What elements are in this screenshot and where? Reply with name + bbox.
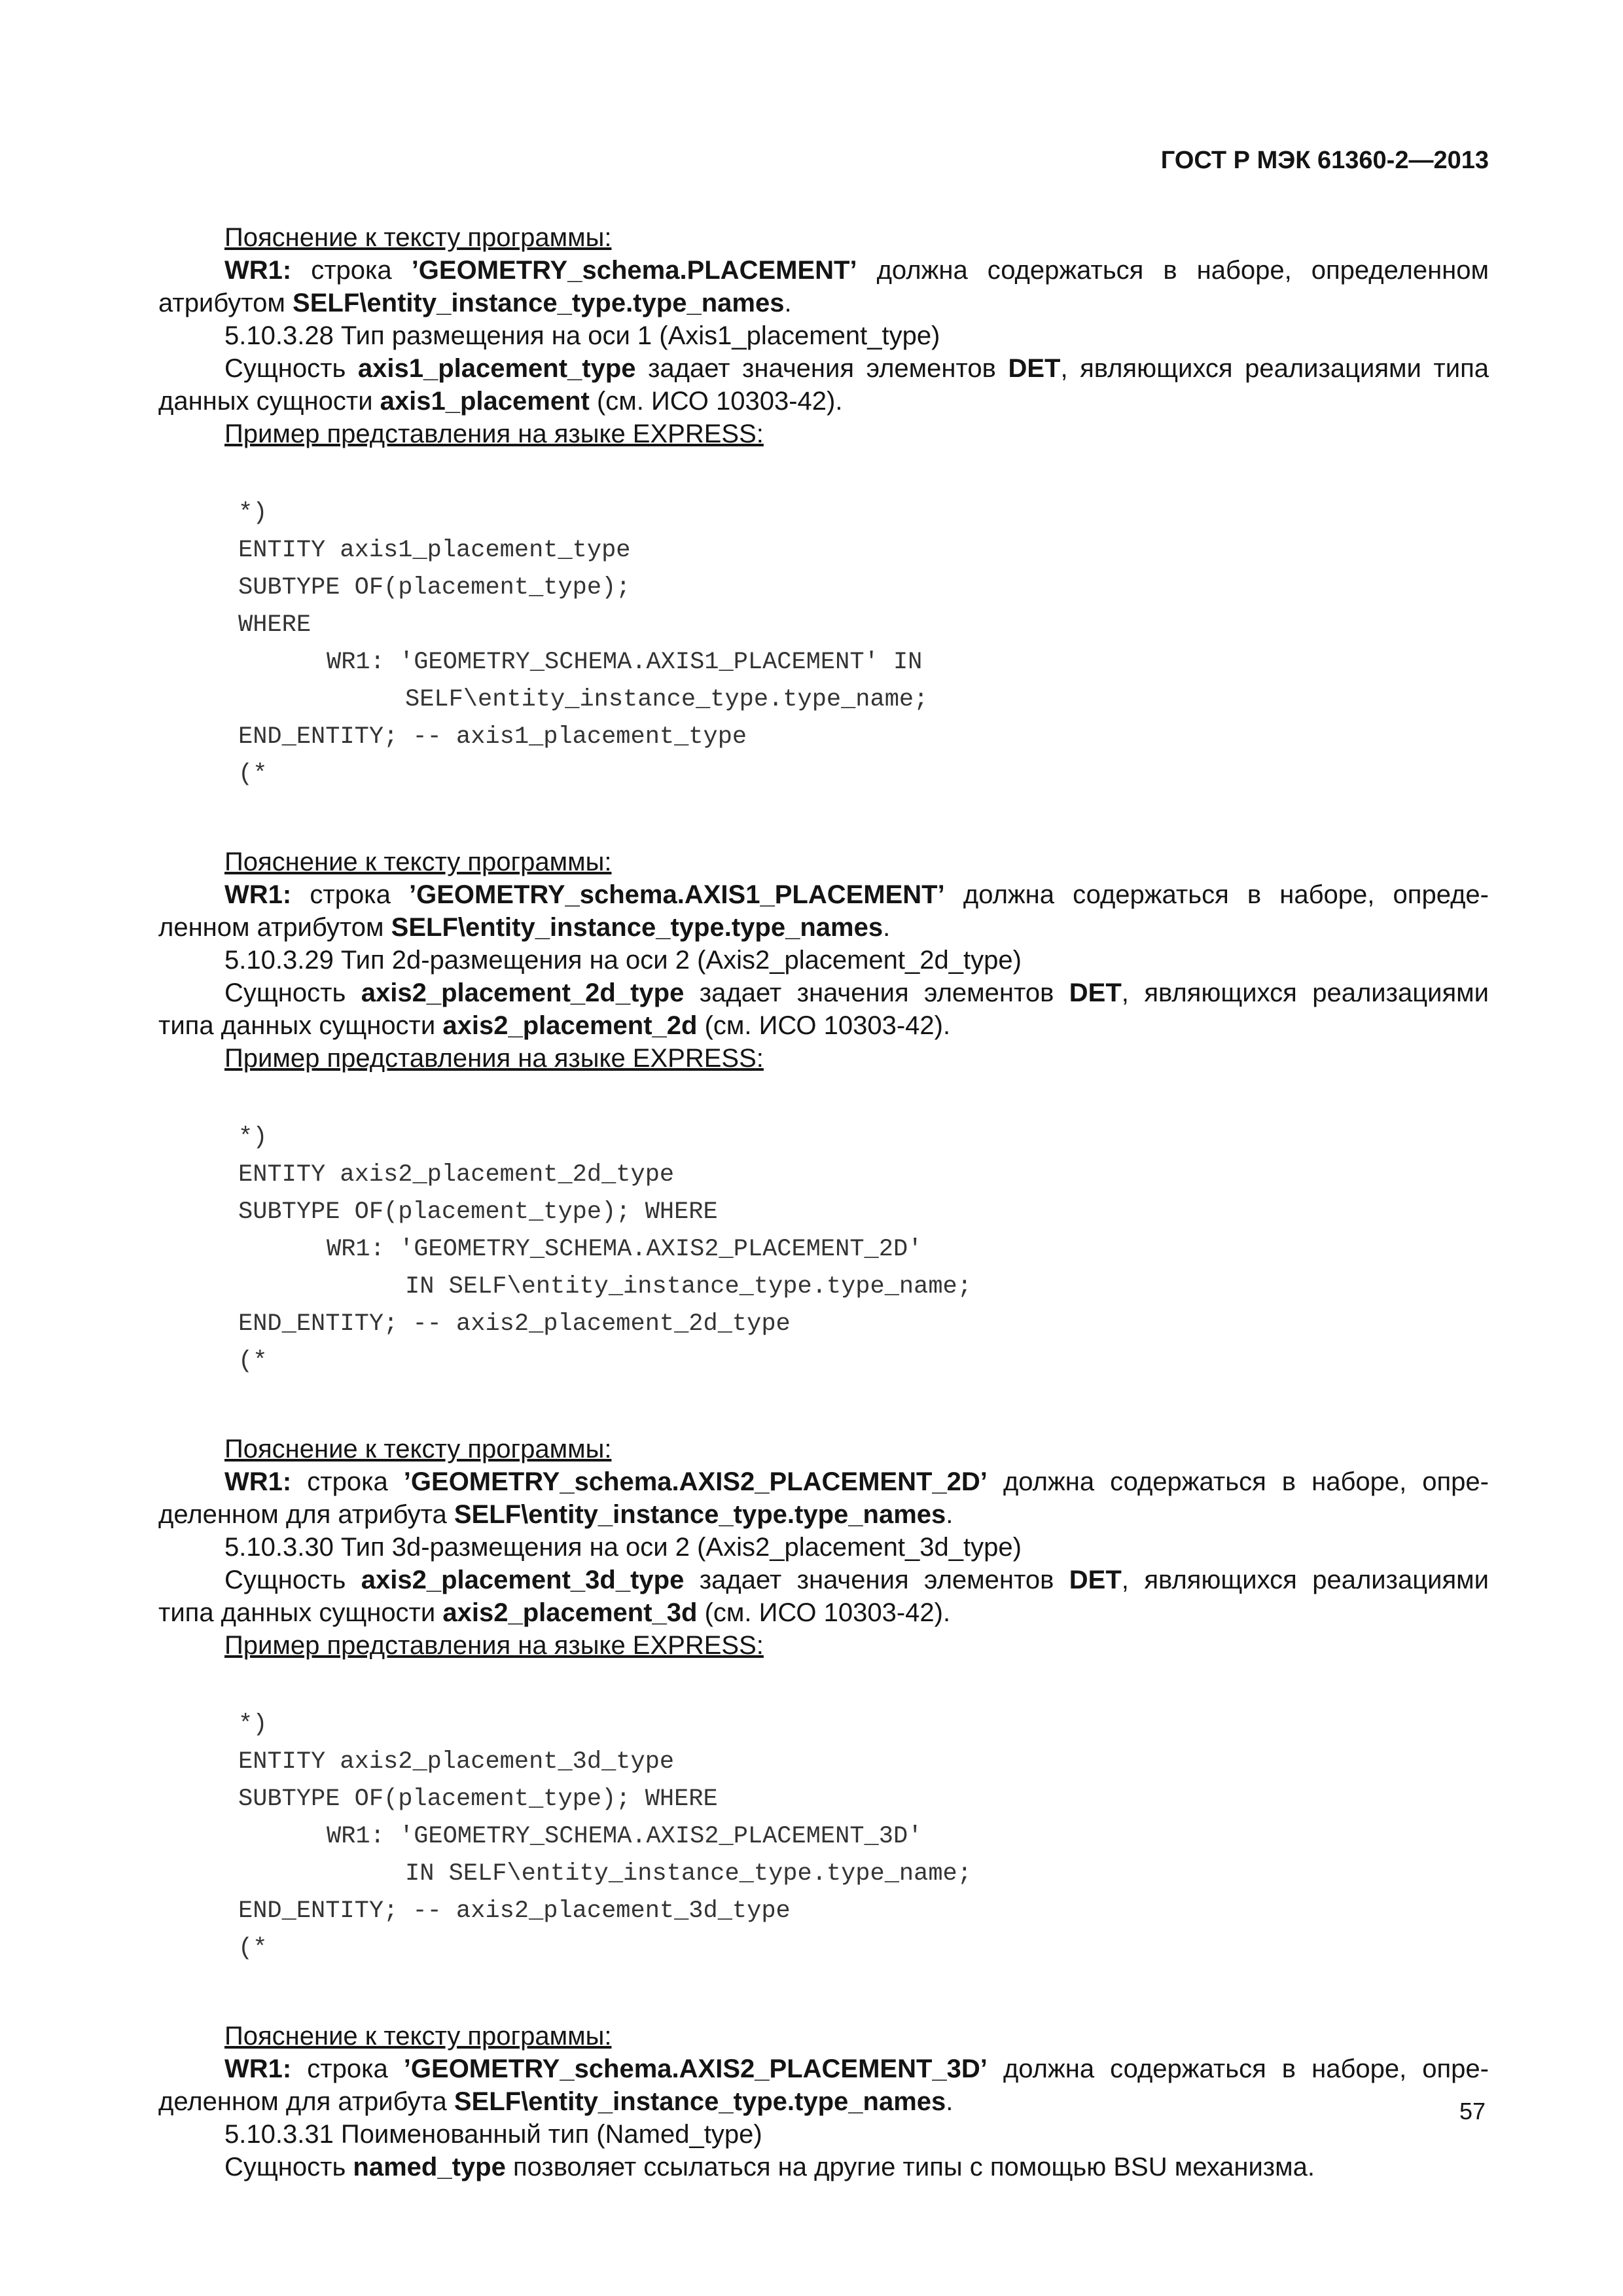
bold-term: SELF\entity_instance_type.type_names — [293, 289, 785, 317]
text-run: задает значения элементов — [684, 978, 1069, 1007]
section-caption: Пояснение к тексту программы: — [224, 2022, 612, 2051]
text-run: (см. ИСО 10303-42). — [697, 1598, 951, 1627]
section-caption: Пояснение к тексту программы: — [224, 223, 612, 252]
text-run: Сущность — [224, 978, 361, 1007]
code-line: SUBTYPE OF(placement_type); — [238, 574, 631, 601]
code-line: SUBTYPE OF(placement_type); WHERE — [238, 1785, 718, 1813]
text-run: должна содержаться в наборе, определенном атрибутом — [158, 880, 1489, 942]
bold-term: axis1_placement_type — [357, 354, 636, 383]
bold-term: SELF\entity_instance_type.type_names — [454, 1500, 946, 1529]
bold-term: ’GEOMETRY_schema.AXIS2_PLACEMENT_3D’ — [403, 2054, 988, 2083]
paragraph — [158, 878, 1489, 944]
code-line: WR1: 'GEOMETRY_SCHEMA.AXIS2_PLACEMENT_2D' — [327, 1236, 923, 1263]
paragraph — [158, 254, 1489, 319]
text-run: Сущность — [224, 354, 358, 383]
code-line: *) — [238, 1711, 268, 1738]
code-listing — [238, 1706, 1489, 1967]
page-body — [158, 221, 1489, 2183]
text-run: Сущность — [224, 1566, 361, 1594]
bold-term: axis2_placement_3d_type — [361, 1566, 685, 1594]
code-line: *) — [238, 499, 268, 527]
paragraph — [158, 2053, 1489, 2118]
text-run: задает значения элементов — [684, 1566, 1069, 1594]
code-line: IN SELF\entity_instance_type.type_name; — [405, 1273, 972, 1300]
paragraph — [158, 1465, 1489, 1531]
code-line: ENTITY axis2_placement_3d_type — [238, 1748, 675, 1776]
text-run: . — [883, 913, 891, 942]
text-run: . — [946, 2087, 954, 2116]
code-line: ENTITY axis1_placement_type — [238, 537, 631, 564]
document-header: ГОСТ Р МЭК 61360-2—2013 — [1160, 147, 1489, 174]
bold-term: WR1: — [224, 256, 292, 285]
bold-term: axis1_placement — [380, 387, 590, 416]
paragraph: 5.10.3.31 Поименованный тип (Named_type) — [224, 2120, 762, 2149]
bold-term: WR1: — [224, 880, 292, 909]
bold-term: ’GEOMETRY_schema.AXIS2_PLACEMENT_2D’ — [403, 1467, 988, 1496]
code-line: END_ENTITY; -- axis2_placement_2d_type — [238, 1310, 791, 1338]
text-run: . — [784, 289, 792, 317]
bold-term: ’GEOMETRY_schema.PLACEMENT’ — [411, 256, 857, 285]
text-run: (см. ИСО 10303-42). — [589, 387, 843, 416]
code-line: IN SELF\entity_instance_type.type_name; — [405, 1860, 972, 1888]
code-line: END_ENTITY; -- axis2_placement_3d_type — [238, 1897, 791, 1925]
text-run: строка — [291, 256, 412, 285]
paragraph: 5.10.3.28 Тип размещения на оси 1 (Axis1_placement_type) — [224, 321, 940, 350]
paragraph — [158, 1564, 1489, 1629]
bold-term: DET — [1008, 354, 1061, 383]
bold-term: named_type — [353, 2153, 506, 2181]
code-line: SUBTYPE OF(placement_type); WHERE — [238, 1198, 718, 1226]
bold-term: axis2_placement_2d — [442, 1011, 698, 1040]
code-listing — [238, 1119, 1489, 1380]
bold-term: DET — [1069, 1566, 1122, 1594]
page-number: 57 — [1459, 2098, 1486, 2125]
bold-term: SELF\entity_instance_type.type_names — [391, 913, 883, 942]
bold-term: ’GEOMETRY_schema.AXIS1_PLACEMENT’ — [408, 880, 945, 909]
code-line: ENTITY axis2_placement_2d_type — [238, 1161, 675, 1189]
text-run: , являющихся реализациями типа данных сущности — [158, 1566, 1489, 1627]
text-run: , являющихся реализациями типа данных сущности — [158, 978, 1489, 1040]
bold-term: WR1: — [224, 2054, 292, 2083]
code-line: (* — [238, 761, 268, 788]
text-run: . — [946, 1500, 954, 1529]
section-caption: Пояснение к тексту программы: — [224, 848, 612, 876]
bold-term: SELF\entity_instance_type.type_names — [454, 2087, 946, 2116]
text-run: строка — [291, 2054, 404, 2083]
code-listing — [238, 495, 1489, 793]
section-caption: Пояснение к тексту программы: — [224, 1435, 612, 1463]
text-run: должна содержаться в наборе, определенном для атрибута — [158, 1467, 1489, 1529]
section-caption: Пример представления на языке EXPRESS: — [224, 420, 764, 448]
bold-term: axis2_placement_3d — [442, 1598, 698, 1627]
paragraph — [158, 2151, 1489, 2183]
code-line: WR1: 'GEOMETRY_SCHEMA.AXIS2_PLACEMENT_3D' — [327, 1823, 923, 1850]
paragraph: 5.10.3.30 Тип 3d-размещения на оси 2 (Axis2_placement_3d_type) — [224, 1533, 1022, 1562]
code-line: END_ENTITY; -- axis1_placement_type — [238, 723, 747, 751]
bold-term: DET — [1069, 978, 1122, 1007]
paragraph — [158, 977, 1489, 1042]
code-line: *) — [238, 1124, 268, 1151]
text-run: строка — [291, 880, 409, 909]
text-run: должна содержаться в наборе, определенном атрибутом — [158, 256, 1489, 317]
text-run: должна содержаться в наборе, определенном для атрибута — [158, 2054, 1489, 2116]
bold-term: axis2_placement_2d_type — [361, 978, 685, 1007]
text-run: задает значения элементов — [635, 354, 1008, 383]
code-line: SELF\entity_instance_type.type_name; — [405, 686, 929, 713]
section-caption: Пример представления на языке EXPRESS: — [224, 1044, 764, 1073]
paragraph: 5.10.3.29 Тип 2d-размещения на оси 2 (Axis2_placement_2d_type) — [224, 946, 1022, 975]
code-line: (* — [238, 1935, 268, 1962]
section-caption: Пример представления на языке EXPRESS: — [224, 1631, 764, 1660]
text-run: позволяет ссылаться на другие типы с помощью BSU механизма. — [505, 2153, 1315, 2181]
paragraph — [158, 352, 1489, 418]
text-run: (см. ИСО 10303-42). — [697, 1011, 951, 1040]
text-run: , являющихся реализациями типа данных сущности — [158, 354, 1489, 416]
bold-term: WR1: — [224, 1467, 292, 1496]
code-line: WR1: 'GEOMETRY_SCHEMA.AXIS1_PLACEMENT' IN — [327, 649, 923, 676]
code-line: WHERE — [238, 611, 312, 639]
code-line: (* — [238, 1348, 268, 1375]
text-run: Сущность — [224, 2153, 353, 2181]
text-run: строка — [291, 1467, 404, 1496]
